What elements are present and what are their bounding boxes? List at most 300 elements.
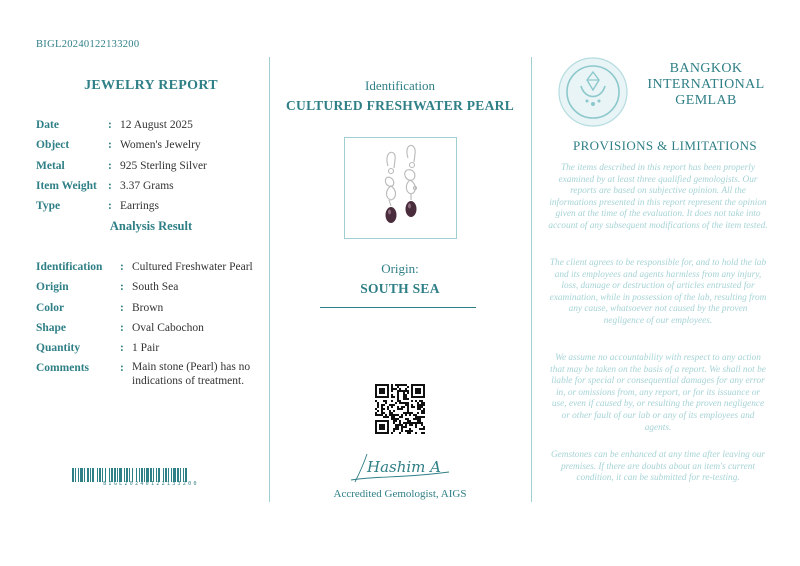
identification-label: Identification — [364, 78, 436, 93]
qr-module — [419, 416, 421, 418]
qr-module — [375, 412, 377, 414]
barcode-bar — [92, 468, 94, 482]
qr-module — [391, 406, 393, 408]
detail-label: Item Weight — [36, 179, 97, 192]
qr-module — [419, 408, 421, 410]
provisions-paragraph: The client agrees to be responsible for, and to hold the lab and its employees and agents harmless from any injury, loss, damage or destruction of articles entrusted for examination, while in possession of the lab, resulting from any cause, whatsoever not caused by the proven negligence of our employees. — [549, 258, 767, 326]
qr-module — [423, 396, 425, 398]
qr-module — [391, 396, 393, 398]
qr-module — [397, 390, 399, 392]
details-list — [36, 115, 207, 216]
qr-module — [375, 414, 377, 416]
qr-module — [411, 394, 413, 396]
qr-module — [409, 430, 411, 432]
detail-row-weight: Item Weight : 3.37 Grams — [36, 176, 207, 196]
analysis-row-quantity: Quantity : 1 Pair — [36, 338, 277, 358]
qr-module — [407, 392, 409, 394]
qr-module — [421, 432, 423, 434]
qr-module — [377, 404, 379, 406]
qr-module — [395, 418, 397, 420]
qr-module — [405, 398, 407, 400]
qr-module — [399, 388, 401, 390]
qr-module — [397, 418, 399, 420]
qr-module — [417, 408, 419, 410]
qr-module — [407, 420, 409, 422]
detail-label: Type — [36, 200, 61, 213]
detail-value: Women's Jewelry — [120, 139, 201, 152]
qr-module — [375, 432, 377, 434]
qr-module — [415, 426, 417, 428]
qr-module — [417, 404, 419, 406]
qr-module — [421, 384, 423, 386]
qr-module — [403, 396, 405, 398]
barcode-bar — [97, 468, 98, 482]
qr-module — [419, 400, 421, 402]
qr-module — [407, 404, 409, 406]
qr-module — [381, 432, 383, 434]
qr-module — [387, 420, 389, 422]
qr-module — [417, 416, 419, 418]
qr-module — [419, 404, 421, 406]
qr-module — [381, 384, 383, 386]
qr-module — [387, 408, 389, 410]
lab-name-line: INTERNATIONAL — [647, 77, 765, 92]
barcode-bar — [168, 468, 169, 482]
qr-module — [389, 412, 391, 414]
barcode-bar — [75, 468, 76, 482]
qr-module — [417, 388, 419, 390]
qr-module — [411, 406, 413, 408]
qr-module — [407, 402, 409, 404]
qr-module — [419, 418, 421, 420]
qr-module — [387, 432, 389, 434]
qr-module — [419, 420, 421, 422]
qr-module — [383, 412, 385, 414]
barcode-bar — [183, 468, 184, 482]
qr-module — [397, 428, 399, 430]
qr-module — [405, 430, 407, 432]
qr-module — [413, 414, 415, 416]
barcode-bar — [158, 468, 160, 482]
qr-module — [423, 404, 425, 406]
gemologist-title: Accredited Gemologist, AIGS — [333, 488, 467, 500]
qr-module — [381, 414, 383, 416]
qr-module — [401, 390, 403, 392]
qr-module — [381, 390, 383, 392]
qr-module — [421, 396, 423, 398]
qr-module — [387, 394, 389, 396]
qr-module — [423, 386, 425, 388]
qr-module — [411, 430, 413, 432]
qr-module — [415, 388, 417, 390]
detail-value: 925 Sterling Silver — [120, 159, 207, 172]
qr-module — [405, 396, 407, 398]
analysis-value: Brown — [132, 301, 164, 314]
qr-module — [387, 406, 389, 408]
barcode-bar — [136, 468, 137, 482]
qr-module — [393, 410, 395, 412]
qr-module — [397, 424, 399, 426]
qr-module — [387, 388, 389, 390]
qr-module — [381, 412, 383, 414]
barcode-bar — [132, 468, 133, 482]
qr-module — [397, 398, 399, 400]
lab-name — [640, 61, 772, 109]
detail-label: Object — [36, 139, 70, 152]
qr-module — [381, 424, 383, 426]
barcode-bar — [105, 468, 106, 482]
qr-module — [383, 396, 385, 398]
qr-module — [407, 410, 409, 412]
qr-module — [381, 406, 383, 408]
qr-module — [377, 414, 379, 416]
qr-module — [409, 428, 411, 430]
qr-module — [419, 428, 421, 430]
qr-module — [397, 426, 399, 428]
qr-module — [379, 414, 381, 416]
qr-module — [375, 390, 377, 392]
barcode-text: BIGL20240122133200 — [103, 481, 199, 487]
qr-module — [375, 400, 377, 402]
qr-module — [415, 424, 417, 426]
qr-module — [379, 420, 381, 422]
qr-module — [389, 404, 391, 406]
provisions-title: PROVISIONS & LIMITATIONS — [572, 138, 758, 153]
report-title: JEWELRY REPORT — [84, 78, 218, 93]
qr-module — [403, 390, 405, 392]
qr-module — [383, 408, 385, 410]
barcode-bar — [141, 468, 143, 482]
qr-module — [379, 432, 381, 434]
qr-module — [377, 402, 379, 404]
qr-module — [411, 400, 413, 402]
qr-module — [387, 426, 389, 428]
qr-module — [415, 432, 417, 434]
qr-module — [405, 414, 407, 416]
qr-module — [383, 426, 385, 428]
qr-module — [381, 408, 383, 410]
qr-module — [399, 432, 401, 434]
qr-module — [423, 408, 425, 410]
qr-module — [393, 420, 395, 422]
qr-module — [421, 410, 423, 412]
analysis-title: Analysis Result — [109, 219, 193, 233]
qr-module — [395, 426, 397, 428]
qr-module — [381, 404, 383, 406]
qr-module — [391, 390, 393, 392]
qr-module — [423, 394, 425, 396]
barcode-bar — [72, 468, 74, 482]
qr-module — [375, 426, 377, 428]
qr-module — [395, 402, 397, 404]
qr-module — [393, 422, 395, 424]
qr-module — [387, 386, 389, 388]
qr-module — [375, 396, 377, 398]
qr-module — [421, 412, 423, 414]
qr-module — [403, 384, 405, 386]
qr-module — [385, 416, 387, 418]
qr-module — [413, 384, 415, 386]
qr-module — [415, 414, 417, 416]
qr-module — [417, 396, 419, 398]
qr-module — [375, 384, 377, 386]
qr-module — [399, 390, 401, 392]
barcode-bar — [111, 468, 113, 482]
qr-module — [407, 422, 409, 424]
qr-module — [409, 432, 411, 434]
detail-label: Date — [36, 119, 59, 131]
qr-module — [415, 416, 417, 418]
qr-module — [401, 428, 403, 430]
analysis-label: Quantity — [36, 342, 81, 355]
qr-module — [409, 424, 411, 426]
detail-value: Earrings — [120, 200, 159, 213]
qr-module — [403, 406, 405, 408]
qr-module — [423, 428, 425, 430]
qr-module — [397, 406, 399, 408]
qr-module — [403, 422, 405, 424]
qr-module — [379, 390, 381, 392]
qr-module — [375, 408, 377, 410]
analysis-row-origin: Origin : South Sea — [36, 277, 277, 297]
signature-text: Hashim A — [367, 458, 442, 476]
provisions-paragraph: The items described in this report has been properly examined by at least three qualified gemologists. Our reports are based on subjective opinion. All the informations presented in this report represent the opinion given at the time of the evaluation. It does not take into account of any subsequent modifications of the item tested. — [548, 163, 768, 231]
barcode-bar — [80, 468, 83, 482]
qr-module — [381, 428, 383, 430]
barcode-bar — [124, 468, 125, 482]
qr-module — [415, 400, 417, 402]
barcode-bar — [119, 468, 122, 482]
qr-module — [421, 424, 423, 426]
qr-module — [423, 392, 425, 394]
qr-module — [375, 420, 377, 422]
qr-module — [389, 410, 391, 412]
qr-module — [387, 430, 389, 432]
qr-module — [383, 388, 385, 390]
qr-module — [423, 402, 425, 404]
qr-module — [385, 402, 387, 404]
qr-module — [411, 392, 413, 394]
qr-module — [415, 390, 417, 392]
qr-module — [387, 422, 389, 424]
divider-right — [531, 57, 532, 502]
qr-module — [419, 422, 421, 424]
qr-module — [417, 392, 419, 394]
qr-module — [387, 390, 389, 392]
qr-module — [379, 426, 381, 428]
qr-module — [417, 412, 419, 414]
qr-module — [411, 424, 413, 426]
qr-module — [379, 384, 381, 386]
qr-module — [423, 416, 425, 418]
qr-module — [403, 394, 405, 396]
barcode-bar — [139, 468, 140, 482]
qr-module — [393, 388, 395, 390]
provisions-paragraph: We assume no accountability with respect to any action that may be taken on the basis of a report. We shall not be liable for special or consequential damages for any error in, or omissions from, any report, or for its issuance or use, even if caused by, or resulting the proven negligence or other fault of our lab or any of its employees and agents. — [550, 353, 766, 433]
qr-module — [411, 422, 413, 424]
qr-module — [411, 384, 413, 386]
provisions-paragraph: Gemstones can be enhanced at any time after leaving our premises. If there are doubts about an item's current condition, it can be submitted for re-testing. — [550, 450, 766, 484]
qr-module — [417, 406, 419, 408]
qr-module — [405, 390, 407, 392]
barcode-bar — [109, 468, 110, 482]
gemologist-signature — [345, 446, 455, 488]
qr-module — [405, 422, 407, 424]
qr-module — [415, 384, 417, 386]
barcode-bar — [185, 468, 187, 482]
detail-row-type: Type : Earrings — [36, 196, 207, 216]
qr-module — [399, 420, 401, 422]
barcode-bar — [102, 468, 103, 482]
lab-emblem-icon — [557, 56, 629, 128]
qr-module — [423, 410, 425, 412]
qr-module — [391, 412, 393, 414]
qr-module — [405, 404, 407, 406]
barcode-bar — [84, 468, 85, 482]
qr-module — [401, 424, 403, 426]
qr-module — [407, 390, 409, 392]
qr-module — [401, 408, 403, 410]
qr-module — [401, 426, 403, 428]
qr-module — [403, 392, 405, 394]
qr-module — [397, 392, 399, 394]
barcode — [72, 468, 230, 482]
qr-module — [417, 402, 419, 404]
qr-module — [387, 428, 389, 430]
analysis-value: Oval Cabochon — [132, 321, 204, 334]
qr-module — [387, 392, 389, 394]
qr-module — [409, 414, 411, 416]
qr-module — [375, 424, 377, 426]
qr-module — [417, 390, 419, 392]
detail-label: Metal — [36, 159, 65, 172]
qr-module — [399, 424, 401, 426]
qr-module — [377, 396, 379, 398]
qr-module — [377, 410, 379, 412]
qr-module — [395, 384, 397, 386]
qr-module — [391, 404, 393, 406]
analysis-label: Comments — [36, 362, 90, 375]
detail-value: 12 August 2025 — [120, 119, 193, 131]
qr-module — [401, 414, 403, 416]
qr-module — [383, 424, 385, 426]
qr-module — [403, 402, 405, 404]
analysis-row-shape: Shape : Oval Cabochon — [36, 318, 277, 338]
qr-module — [409, 412, 411, 414]
qr-module — [375, 394, 377, 396]
qr-module — [405, 402, 407, 404]
qr-module — [379, 396, 381, 398]
barcode-bar — [153, 468, 154, 482]
barcode-bar — [150, 468, 152, 482]
qr-module — [391, 388, 393, 390]
qr-module — [405, 426, 407, 428]
analysis-row-color: Color : Brown — [36, 298, 277, 318]
qr-module — [383, 420, 385, 422]
qr-module — [417, 422, 419, 424]
qr-module — [411, 412, 413, 414]
qr-module — [385, 414, 387, 416]
qr-module — [405, 394, 407, 396]
qr-module — [379, 388, 381, 390]
qr-module — [385, 396, 387, 398]
qr-module — [403, 398, 405, 400]
qr-module — [385, 400, 387, 402]
qr-module — [423, 432, 425, 434]
analysis-list — [36, 257, 277, 388]
qr-module — [421, 428, 423, 430]
qr-module — [377, 432, 379, 434]
qr-module — [407, 418, 409, 420]
lab-name-line: GEMLAB — [675, 93, 737, 108]
qr-module — [409, 422, 411, 424]
report-number: BIGL20240122133200 — [36, 39, 140, 50]
origin-label: Origin: — [381, 261, 419, 276]
analysis-label: Color — [36, 301, 65, 314]
qr-code — [375, 384, 425, 434]
barcode-bar — [146, 468, 149, 482]
qr-module — [407, 432, 409, 434]
detail-row-metal: Metal : 925 Sterling Silver — [36, 156, 207, 176]
qr-module — [391, 416, 393, 418]
qr-module — [409, 420, 411, 422]
qr-module — [407, 430, 409, 432]
qr-module — [383, 384, 385, 386]
qr-module — [395, 388, 397, 390]
qr-module — [385, 432, 387, 434]
qr-module — [407, 406, 409, 408]
origin-underline — [320, 307, 476, 308]
analysis-label: Shape — [36, 321, 67, 334]
qr-module — [377, 406, 379, 408]
qr-module — [391, 432, 393, 434]
qr-module — [405, 412, 407, 414]
barcode-bar — [87, 468, 89, 482]
qr-module — [411, 388, 413, 390]
qr-module — [401, 430, 403, 432]
qr-module — [399, 384, 401, 386]
qr-module — [393, 428, 395, 430]
qr-module — [387, 416, 389, 418]
qr-module — [403, 426, 405, 428]
analysis-label: Identification — [36, 261, 103, 273]
qr-module — [407, 408, 409, 410]
qr-module — [415, 418, 417, 420]
qr-module — [401, 402, 403, 404]
barcode-bar — [163, 468, 164, 482]
lab-name-line: BANGKOK — [669, 61, 743, 76]
qr-module — [399, 400, 401, 402]
qr-module — [415, 392, 417, 394]
qr-module — [411, 396, 413, 398]
qr-module — [377, 384, 379, 386]
qr-module — [407, 386, 409, 388]
qr-module — [387, 396, 389, 398]
qr-module — [407, 412, 409, 414]
qr-module — [393, 418, 395, 420]
qr-module — [395, 414, 397, 416]
barcode-bar — [90, 468, 91, 482]
qr-module — [375, 430, 377, 432]
analysis-label: Origin — [36, 281, 69, 294]
qr-module — [393, 414, 395, 416]
qr-module — [417, 420, 419, 422]
barcode-bar — [114, 468, 116, 482]
qr-module — [397, 396, 399, 398]
qr-module — [387, 384, 389, 386]
qr-module — [397, 384, 399, 386]
qr-module — [423, 384, 425, 386]
